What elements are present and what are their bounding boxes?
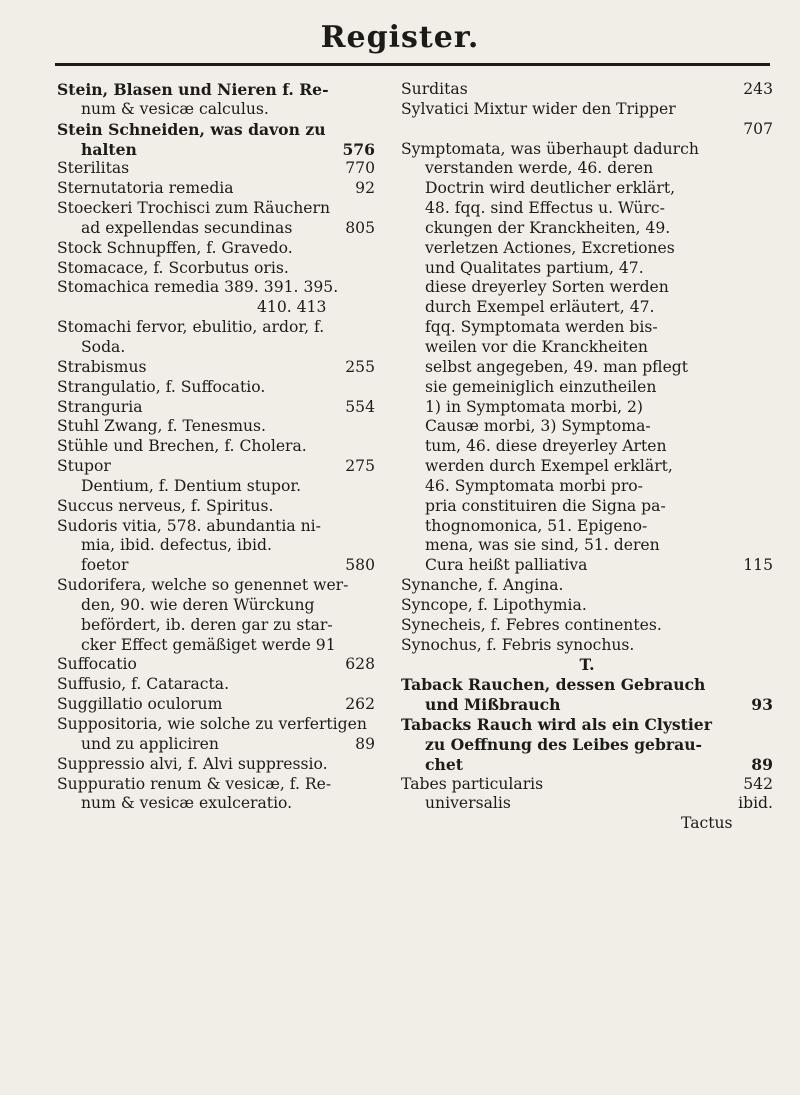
entry-page-number: 707 (743, 119, 773, 138)
entry-text: und Mißbrauch (425, 695, 561, 715)
entry-page-number: 115 (743, 556, 773, 575)
entry-page-number: 275 (345, 457, 375, 476)
index-entry (57, 616, 375, 636)
entry-page-number: 554 (345, 397, 375, 416)
index-entry (401, 636, 773, 656)
entry-page-number: 243 (743, 80, 773, 98)
entry-text: Sylvatici Mixtur wider den Tripper (401, 99, 676, 118)
entry-text: ad expellendas secundinas (81, 218, 293, 237)
entry-text: befördert, ib. deren gar zu star- (81, 615, 333, 634)
entry-text: zu Oeffnung des Leibes gebrau- (425, 734, 703, 754)
index-entry (401, 80, 773, 100)
entry-page-number: 805 (345, 218, 375, 237)
entry-text: Stomachi fervor, ebulitio, ardor, f. (57, 318, 325, 337)
index-entry (57, 417, 375, 437)
index-entry (401, 576, 773, 596)
index-entry (57, 794, 375, 814)
entry-page-number: 580 (345, 556, 375, 575)
entry-text: Tabacks Rauch wird als ein Clystier (401, 715, 712, 734)
entry-text: Stomacace, f. Scorbutus oris. (57, 258, 289, 277)
index-entry (401, 695, 773, 715)
entry-page-number: ibid. (738, 794, 773, 813)
entry-text: foetor (81, 556, 129, 575)
index-entry (57, 695, 375, 715)
entry-text: Strangulatio, f. Suffocatio. (57, 377, 266, 396)
index-entry (57, 536, 375, 556)
index-entry (57, 140, 375, 160)
index-entry (401, 278, 773, 298)
entry-text: Stuhl Zwang, f. Tenesmus. (57, 417, 267, 436)
entry-text: ckungen der Kranckheiten, 49. (425, 218, 671, 237)
index-entry (57, 199, 375, 219)
index-entry (57, 120, 375, 140)
index-entry (401, 517, 773, 537)
entry-text: Stranguria (57, 397, 143, 416)
index-entry (401, 100, 773, 120)
entry-text: chet (425, 754, 463, 774)
index-entry (57, 100, 375, 120)
index-entry (57, 298, 375, 318)
index-entry (401, 675, 773, 695)
index-entry (57, 278, 375, 298)
entry-text: num & vesicæ calculus. (81, 99, 269, 118)
entry-text: tum, 46. diese dreyerley Arten (425, 437, 667, 456)
entry-text: universalis (425, 794, 511, 813)
entry-text: Causæ morbi, 3) Symptoma- (425, 417, 651, 436)
entry-text: Suffocatio (57, 655, 137, 674)
entry-page-number: 92 (355, 179, 375, 198)
index-entry (401, 536, 773, 556)
entry-text: Synanche, f. Angina. (401, 576, 564, 595)
header-rule (55, 63, 770, 66)
entry-text: Tactus (681, 814, 733, 833)
index-entry (401, 298, 773, 318)
index-entry (57, 715, 375, 735)
index-entry (57, 259, 375, 279)
index-entry (401, 159, 773, 179)
index-entry (401, 457, 773, 477)
entry-text: Surditas (401, 80, 468, 98)
entry-text: Sudorifera, welche so genennet wer- (57, 576, 349, 595)
index-entry (401, 199, 773, 219)
entry-text: Stoeckeri Trochisci zum Räuchern (57, 199, 331, 218)
entry-text: Cura heißt palliativa (425, 556, 588, 575)
entry-text: Suggillatio oculorum (57, 695, 223, 714)
index-entry (401, 755, 773, 775)
entry-text: Synecheis, f. Febres continentes. (401, 615, 662, 634)
entry-text: verstanden werde, 46. deren (425, 159, 654, 178)
index-entry (401, 616, 773, 636)
entry-page-number: 93 (751, 695, 773, 715)
entry-text: num & vesicæ exulceratio. (81, 794, 293, 813)
entry-page-number: 770 (345, 159, 375, 178)
entry-text: Sterilitas (57, 159, 130, 178)
index-entry (401, 437, 773, 457)
entry-text: Dentium, f. Dentium stupor. (81, 476, 302, 495)
entry-text: Suffusio, f. Cataracta. (57, 675, 230, 694)
entry-page-number: 89 (355, 734, 375, 753)
entry-text: Stomachica remedia 389. 391. 395. (57, 278, 339, 297)
entry-text: T. (579, 655, 595, 675)
index-entry (57, 437, 375, 457)
index-entry (57, 159, 375, 179)
index-entry (57, 80, 375, 100)
entry-text: und zu appliciren (81, 734, 219, 753)
entry-text: Stock Schnupffen, f. Gravedo. (57, 238, 293, 257)
index-entry (401, 596, 773, 616)
index-entry (57, 556, 375, 576)
index-entry (401, 814, 773, 834)
entry-text: 46. Symptomata morbi pro- (425, 476, 643, 495)
index-entry (401, 497, 773, 517)
index-entry (401, 378, 773, 398)
index-entry (401, 179, 773, 199)
index-entry (57, 517, 375, 537)
entry-text: selbst angegeben, 49. man pflegt (425, 357, 689, 376)
entry-text: halten (81, 139, 137, 159)
right-column (401, 80, 773, 834)
entry-text: und Qualitates partium, 47. (425, 258, 644, 277)
index-entry (57, 576, 375, 596)
entry-text: sie gemeiniglich einzutheilen (425, 377, 657, 396)
entry-text: Strabismus (57, 357, 147, 376)
entry-text: werden durch Exempel erklärt, (425, 457, 673, 476)
index-entry (401, 417, 773, 437)
entry-text: durch Exempel erläutert, 47. (425, 298, 655, 317)
index-entry (57, 735, 375, 755)
index-entry (401, 794, 773, 814)
index-entry (57, 358, 375, 378)
index-entry (57, 398, 375, 418)
index-entry (57, 179, 375, 199)
index-entry (57, 675, 375, 695)
entry-text: Synochus, f. Febris synochus. (401, 635, 635, 654)
index-entry (57, 239, 375, 259)
index-entry (401, 775, 773, 795)
index-entry (401, 398, 773, 418)
index-entry (57, 318, 375, 338)
entry-text: den, 90. wie deren Würckung (81, 595, 315, 614)
entry-text: Symptomata, was überhaupt dadurch (401, 139, 699, 158)
index-entry (401, 239, 773, 259)
entry-text: Syncope, f. Lipothymia. (401, 595, 587, 614)
entry-text: Succus nerveus, f. Spiritus. (57, 496, 274, 515)
entry-page-number: 89 (751, 754, 773, 774)
entry-page-number: 628 (345, 655, 375, 674)
index-entry (401, 735, 773, 755)
index-entry (57, 378, 375, 398)
index-entry (57, 497, 375, 517)
entry-text: 1) in Symptomata morbi, 2) (425, 397, 643, 416)
entry-page-number: 255 (345, 357, 375, 376)
entry-page-number: 542 (743, 774, 773, 793)
entry-text: Sudoris vitia, 578. abundantia ni- (57, 516, 321, 535)
entry-text: Doctrin wird deutlicher erklärt, (425, 179, 676, 198)
index-entry (401, 556, 773, 576)
left-column (57, 80, 375, 814)
entry-text: 48. fqq. sind Effectus u. Würc- (425, 199, 665, 218)
index-entry (401, 219, 773, 239)
index-entry (401, 259, 773, 279)
entry-text: diese dreyerley Sorten werden (425, 278, 669, 297)
entry-text: Taback Rauchen, dessen Gebrauch (401, 675, 706, 695)
entry-text: thognomonica, 51. Epigeno- (425, 516, 648, 535)
entry-text: Soda. (81, 337, 126, 356)
index-entry (57, 219, 375, 239)
entry-text: cker Effect gemäßiget werde 91 (81, 635, 336, 654)
entry-text: verletzen Actiones, Excretiones (425, 238, 675, 257)
entry-text: Stühle und Brechen, f. Cholera. (57, 437, 307, 456)
index-entry (57, 755, 375, 775)
entry-text: mia, ibid. defectus, ibid. (81, 536, 272, 555)
entry-text: Suppressio alvi, f. Alvi suppressio. (57, 754, 328, 773)
entry-text: fqq. Symptomata werden bis- (425, 318, 658, 337)
page-header (0, 0, 800, 78)
entry-text: Suppositoria, wie solche zu verfertigen (57, 715, 367, 733)
index-entry (57, 596, 375, 616)
entry-text: Stein Schneiden, was davon zu (57, 119, 326, 139)
index-entry (401, 477, 773, 497)
entry-text: 410. 413 (257, 298, 327, 317)
entry-page-number: 262 (345, 695, 375, 714)
index-entry (57, 636, 375, 656)
page-title: Register. (320, 20, 480, 55)
index-entry (401, 318, 773, 338)
index-entry (401, 655, 773, 675)
entry-text: Tabes particularis (401, 774, 544, 793)
entry-text: Stupor (57, 457, 111, 476)
entry-text: pria constituiren die Signa pa- (425, 496, 666, 515)
entry-text: Stein, Blasen und Nieren f. Re- (57, 80, 329, 99)
entry-text: Sternutatoria remedia (57, 179, 234, 198)
index-entry (57, 655, 375, 675)
index-entry (57, 477, 375, 497)
index-entry (401, 140, 773, 160)
entry-text: Suppuratio renum & vesicæ, f. Re- (57, 774, 332, 793)
index-entry (401, 120, 773, 140)
index-entry (401, 715, 773, 735)
entry-text: weilen vor die Kranckheiten (425, 337, 648, 356)
index-entry (401, 358, 773, 378)
entry-page-number: 576 (342, 139, 375, 159)
index-entry (57, 775, 375, 795)
entry-text: mena, was sie sind, 51. deren (425, 536, 660, 555)
index-entry (57, 338, 375, 358)
index-entry (401, 338, 773, 358)
index-entry (57, 457, 375, 477)
